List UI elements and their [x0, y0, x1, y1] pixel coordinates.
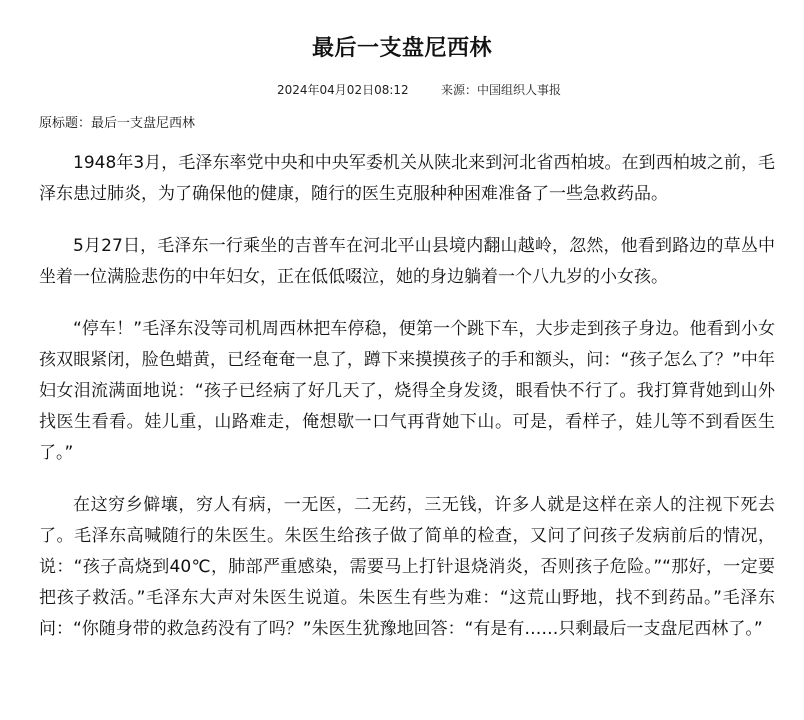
- article-body: [39, 148, 775, 666]
- paragraph: 5月27日，毛泽东一行乘坐的吉普车在河北平山县境内翻山越岭，忽然，他看到路边的草丛中坐着一位满脸悲伤的中年妇女，正在低低啜泣，她的身边躺着一个八九岁的小女孩。: [39, 236, 775, 287]
- paragraph: 在这穷乡僻壤，穷人有病，一无医，二无药，三无钱，许多人就是这样在亲人的注视下死去了。毛泽东高喊随行的朱医生。朱医生给孩子做了简单的检查，又问了问孩子发病前后的情况，说：“孩子高烧到40℃，肺部严重感染，需要马上打针退烧消炎，否则孩子危险。”“那好，一定要把孩子救活。”毛泽东大声对朱医生说道。朱医生有些为难：“这荒山野地，找不到药品。”毛泽东问：“你随身带的救急药没有了吗？”朱医生犹豫地回答：“有是有……只剩最后一支盘尼西林了。”: [39, 495, 775, 639]
- paragraph: 1948年3月，毛泽东率党中央和中央军委机关从陕北来到河北省西柏坡。在到西柏坡之前，毛泽东患过肺炎，为了确保他的健康，随行的医生克服种种困难准备了一些急救药品。: [39, 153, 775, 204]
- publish-date: 2024年04月02日08:12: [277, 83, 409, 97]
- article-source: 来源：中国组织人事报: [441, 83, 562, 97]
- original-title: 原标题：最后一支盘尼西林: [39, 116, 196, 131]
- article-title: 最后一支盘尼西林: [311, 36, 492, 61]
- paragraph: “停车！”毛泽东没等司机周西林把车停稳，便第一个跳下车，大步走到孩子身边。他看到小女孩双眼紧闭，脸色蜡黄，已经奄奄一息了，蹲下来摸摸孩子的手和额头，问：“孩子怎么了？”中年妇女泪流满面地说：“孩子已经病了好几天了，烧得全身发烫，眼看快不行了。我打算背她到山外找医生看看。娃儿重，山路难走，俺想歇一口气再背她下山。可是，看样子，娃儿等不到看医生了。”: [39, 319, 775, 463]
